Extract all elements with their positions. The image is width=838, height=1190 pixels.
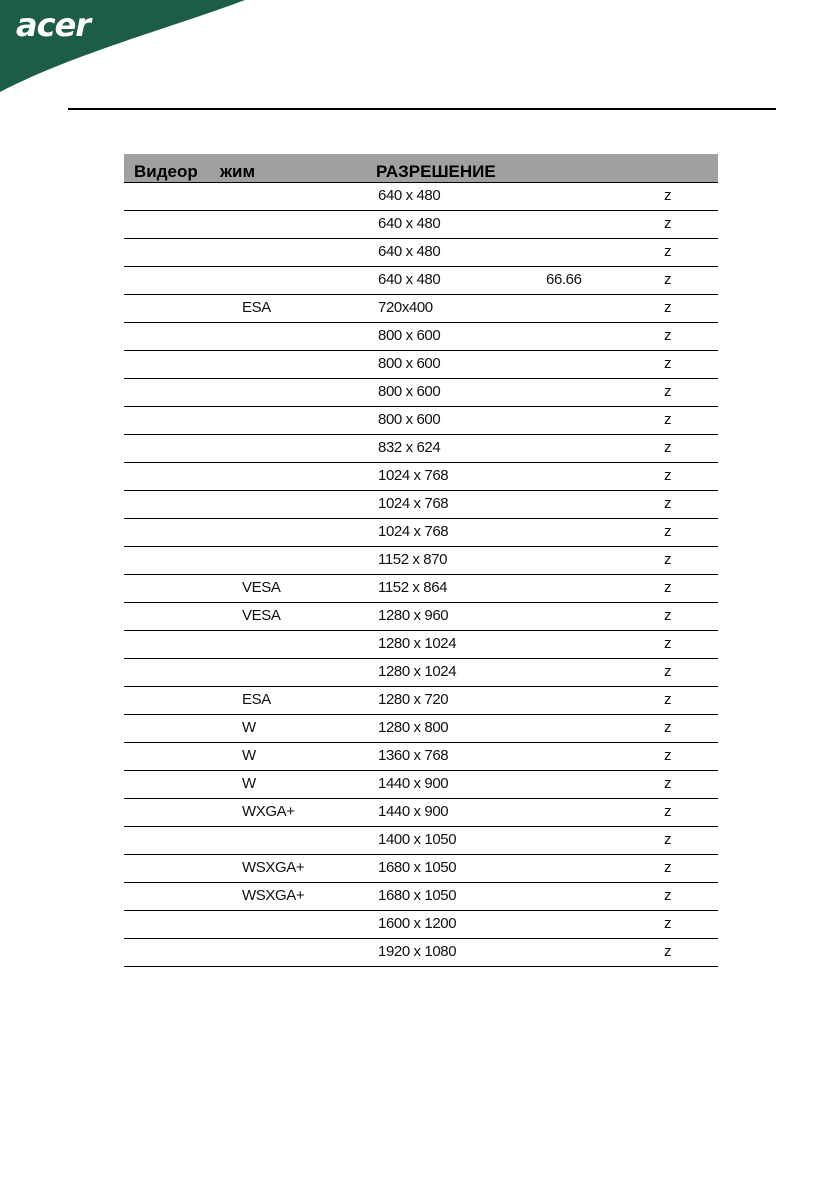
table-row [124,407,718,435]
unit-cell: z [664,775,672,792]
mode-cell: W [242,747,256,764]
resolution-cell: 1280 x 1024 [378,663,457,680]
resolution-cell: 1152 x 870 [378,551,448,568]
unit-cell: z [664,439,672,456]
unit-cell: z [664,691,672,708]
table-row [124,519,718,547]
unit-cell: z [664,663,672,680]
unit-cell: z [664,187,672,204]
mode-cell: W [242,719,256,736]
unit-cell: z [664,271,672,288]
resolution-cell: 1152 x 864 [378,579,448,596]
header-mode-part1: Видеор [134,162,198,181]
table-row [124,267,718,295]
table-row [124,715,718,743]
unit-cell: z [664,915,672,932]
unit-cell: z [664,579,672,596]
mode-cell: WXGA+ [242,803,295,820]
resolution-cell: 800 x 600 [378,355,441,372]
mode-cell: ESA [242,691,271,708]
acer-logo: acer [16,6,91,44]
unit-cell: z [664,299,672,316]
resolution-cell: 1024 x 768 [378,467,449,484]
unit-cell: z [664,719,672,736]
video-mode-table [124,154,718,967]
resolution-cell: 1360 x 768 [378,747,449,764]
unit-cell: z [664,383,672,400]
table-row [124,631,718,659]
unit-cell: z [664,943,672,960]
table-row [124,547,718,575]
table-row [124,743,718,771]
table-row [124,491,718,519]
resolution-cell: 1280 x 720 [378,691,449,708]
resolution-cell: 1280 x 1024 [378,635,457,652]
mode-cell: VESA [242,607,281,624]
resolution-cell: 1400 x 1050 [378,831,457,848]
table-row [124,183,718,211]
unit-cell: z [664,831,672,848]
table-row [124,687,718,715]
table-row [124,323,718,351]
mode-cell: W [242,775,256,792]
table-row [124,603,718,631]
resolution-cell: 1280 x 960 [378,607,449,624]
unit-cell: z [664,523,672,540]
unit-cell: z [664,887,672,904]
header-divider [68,108,776,110]
table-row [124,351,718,379]
unit-cell: z [664,859,672,876]
table-row [124,855,718,883]
unit-cell: z [664,803,672,820]
unit-cell: z [664,215,672,232]
mode-cell: VESA [242,579,281,596]
unit-cell: z [664,243,672,260]
header-resolution: РАЗРЕШЕНИЕ [376,162,496,181]
brand-header [0,0,260,100]
resolution-cell: 640 x 480 [378,187,441,204]
resolution-cell: 1440 x 900 [378,803,449,820]
resolution-cell: 1920 x 1080 [378,943,457,960]
resolution-cell: 1440 x 900 [378,775,449,792]
unit-cell: z [664,635,672,652]
table-row [124,939,718,967]
resolution-cell: 1280 x 800 [378,719,449,736]
resolution-cell: 1600 x 1200 [378,915,457,932]
unit-cell: z [664,467,672,484]
unit-cell: z [664,411,672,428]
table-row [124,827,718,855]
table-row [124,883,718,911]
resolution-cell: 800 x 600 [378,383,441,400]
resolution-cell: 1680 x 1050 [378,859,457,876]
resolution-cell: 800 x 600 [378,411,441,428]
mode-cell: WSXGA+ [242,859,305,876]
frequency-cell: 66.66 [546,271,582,288]
resolution-cell: 1024 x 768 [378,523,449,540]
resolution-cell: 720x400 [378,299,433,316]
mode-cell: ESA [242,299,271,316]
unit-cell: z [664,495,672,512]
table-row [124,659,718,687]
header-mode-part2: жим [220,162,256,181]
table-row [124,575,718,603]
table-row [124,911,718,939]
table-row [124,435,718,463]
unit-cell: z [664,327,672,344]
table-row [124,463,718,491]
unit-cell: z [664,607,672,624]
table-row [124,379,718,407]
resolution-cell: 832 x 624 [378,439,441,456]
table-row [124,239,718,267]
resolution-cell: 800 x 600 [378,327,441,344]
resolution-cell: 640 x 480 [378,271,441,288]
resolution-cell: 640 x 480 [378,243,441,260]
table-body [124,183,718,967]
unit-cell: z [664,355,672,372]
resolution-cell: 1024 x 768 [378,495,449,512]
table-row [124,211,718,239]
table-row [124,799,718,827]
resolution-cell: 640 x 480 [378,215,441,232]
unit-cell: z [664,747,672,764]
table-row [124,771,718,799]
mode-cell: WSXGA+ [242,887,305,904]
table-row [124,295,718,323]
resolution-cell: 1680 x 1050 [378,887,457,904]
unit-cell: z [664,551,672,568]
table-header [124,154,718,183]
